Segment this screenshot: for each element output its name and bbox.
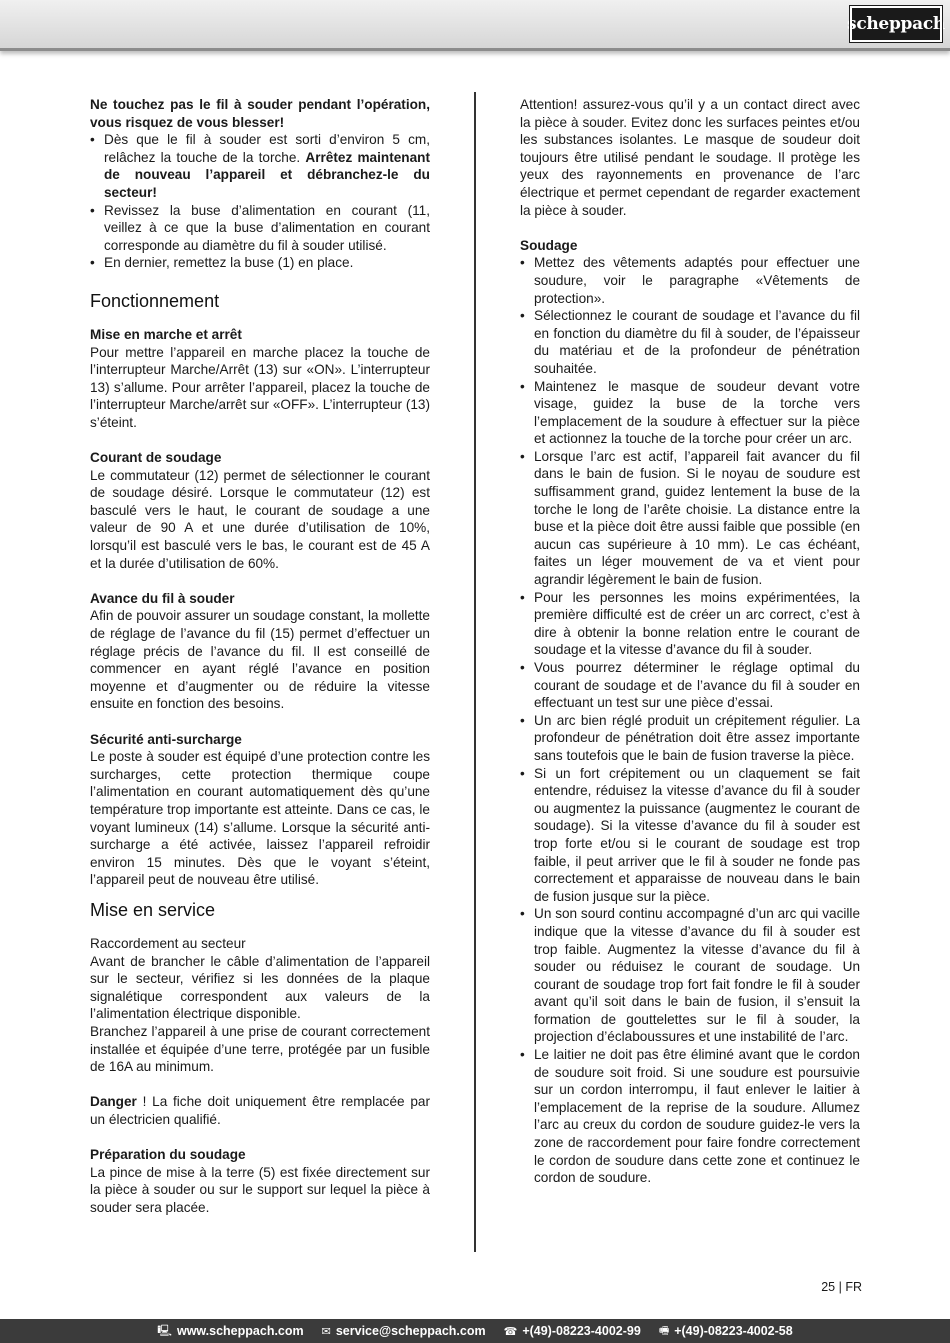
welding-list [520,254,860,1186]
scheppach-logo: scheppach [850,6,942,42]
list-item: • Le laitier ne doit pas être éliminé avant que le cordon de soudure soit froid. Si une soudure est poursuivie sur un cordon interrompu, il faut enlever le laitier à l’emplacement de la reprise de la soudure. Allumez l’arc au creux du cordon de soudure guidez-le vers la zone de raccordement pour faire fondre correctement le cordon de soudure dans cette zone et continuez le cordon de soudure. [520,1046,860,1187]
email-link[interactable]: service@scheppach.com [335,1324,486,1338]
emphasis-text: Arrêtez maintenant de nouveau l’appareil et débranchez-le du secteur! [104,149,430,200]
paragraph: Avant de brancher le câble d’alimentation de l’appareil sur le secteur, vérifiez si les données de la plaque signalétique correspondent aux valeurs de la l’alimentation électrique disponible. [90,953,430,1022]
subheading: Raccordement au secteur [90,935,246,951]
list-item: • Sélectionnez le courant de soudage et l’avance du fil en fonction du diamètre du fil à souder, de l’épaisseur du matériau et de la profondeur de pénétration souhaitée. [520,307,860,377]
subheading: Avance du fil à souder [90,590,235,606]
list-item: • Revissez la buse d’alimentation en courant (11, veillez à ce que la buse d’alimentation en courant corresponde au diamètre du fil à souder utilisé. [90,202,430,255]
paragraph: Attention! assurez-vous qu’il y a un contact direct avec la pièce à souder. Evitez donc les surfaces peintes et/ou les substances isolantes. Le masque de soudeur doit toujours être utilisé pendant le soudage. Il protège les yeux des rayonnements en provenance de l’arc électrique et permet cependant de regarder exactement la pièce à souder. [520,97,860,218]
list-item: • Si un fort crépitement ou un claquement se fait entendre, réduisez la vitesse d’avance du fil à souder ou augmentez la puissance (augmentez le courant de soudage). Si la vitesse d’avance du fil à souder est trop forte et/ou si le courant de soudage est trop faible, il peut arriver que le fil à souder ne fonde pas correctement et apparaisse de nouveau dans le bain de fusion jusque sur la pièce. [520,765,860,906]
list-item: • Maintenez le masque de soudeur devant votre visage, guidez la buse de la torche vers l’emplacement de la soudure à effectuer sur la pièce et actionnez la touche de la torche pour créer un arc. [520,378,860,448]
website-link[interactable]: www.scheppach.com [176,1324,304,1338]
subheading: Soudage [520,237,578,253]
paragraph: Le commutateur (12) permet de sélectionner le courant de soudage désiré. Lorsque le commutateur (12) est basculé vers le haut, le courant de soudage a une valeur de 90 A et une durée d’utilisation de 10%, lorsqu’il est basculé vers le bas, le courant est de 45 A et la durée d’utilisation de 60%. [90,467,430,571]
list-item: • Vous pourrez déterminer le réglage optimal du courant de soudage et de l’avance du fil à souder en effectuant un test sur une pièce d’essai. [520,659,860,712]
computer-icon: 🖳 [157,1324,172,1337]
list-item: • Un arc bien réglé produit un crépitement régulier. La profondeur de pénétration doit être assez importante sans toutefois que le bain de fusion traverse la pièce. [520,712,860,765]
email-icon: ✉ [321,1325,331,1338]
list-item: • Lorsque l’arc est actif, l’appareil fait avancer du fil dans le bain de fusion. Si le noyau de soudure est suffisamment grand, guidez lentement la buse de la torche le long de l’arête choisie. La distance entre la buse et la pièce doit être aussi faible que possible (en aucun cas supérieure à 10 mm). Le cas échéant, faites un léger mouvement de va et vient pour agrandir légèrement le bain de fusion. [520,448,860,589]
paragraph: Pour mettre l’appareil en marche placez la touche de l’interrupteur Marche/Arrêt (13) sur «ON». L’interrupteur 13) s’allume. Pour arrêter l’appareil, placez la touche de l’interrupteur Marche/arrêt sur «OFF». L’interrupteur (13) s’éteint. [90,344,430,430]
footer-bar [0,1319,950,1343]
subheading: Mise en marche et arrêt [90,326,242,342]
column-divider [474,92,476,1252]
list-item: • En dernier, remettez la buse (1) en place. [90,254,430,272]
right-column [520,96,860,1187]
phone-icon: ☎ [503,1325,518,1338]
paragraph: La pince de mise à la terre (5) est fixée directement sur la pièce à souder ou sur le support sur lequel la pièce à souder sera placée. [90,1164,430,1215]
page-number: 25 | FR [821,1280,862,1294]
left-column [90,96,430,1216]
subheading: Préparation du soudage [90,1147,246,1163]
list-item: • Un son sourd continu accompagné d’un arc qui vacille indique que la vitesse d’avance du fil à souder est trop faible. Augmentez la vitesse d’avance du fil à souder ou réduisez le courant de soudage. Un courant de soudage trop fort fait fondre le fil à souder avant qu’il soit dans le bain de fusion, il s’ensuit la formation de gouttelettes sur le fil à souder, la projection d’éclaboussures et une instabilité de l’arc. [520,905,860,1046]
subheading: Sécurité anti-surcharge [90,731,242,747]
section-heading: Fonctionnement [90,290,220,311]
fax-icon: 🖷 [658,1324,670,1337]
paragraph: Le poste à souder est équipé d’une protection contre les surcharges, cette protection thermique coupe l’alimentation en courant automatiquement dès qu’une température trop importante est atteinte. Dans ce cas, le voyant lumineux (14) s’allume. Lorsque la sécurité anti-surcharge a été activée, laissez l’appareil refroidir environ 15 minutes. Dès que le voyant s’éteint, l’appareil peut de nouveau être utilisé. [90,749,430,888]
fax-number: +(49)-08223-4002-58 [674,1324,793,1338]
header-bar [0,0,950,51]
paragraph: Branchez l’appareil à une prise de courant correctement installée et équipée d’une terre, protégée par un fusible de 16A au minimum. [90,1023,430,1075]
list-item: • Mettez des vêtements adaptés pour effectuer une soudure, voir le paragraphe «Vêtements de protection». [520,254,860,307]
subheading: Courant de soudage [90,450,222,466]
list-item: • Dès que le fil à souder est sorti d’environ 5 cm, relâchez la touche de la torche. Arrêtez maintenant de nouveau l’appareil et débranchez-le du secteur! [90,131,430,201]
paragraph: Afin de pouvoir assurer un soudage constant, la mollette de réglage de l’avance du fil (15) permet d’effectuer un réglage précis de l’avance du fil. Il est conseillé de commencer en ayant réglé l’avance en position moyenne et d’augmenter ou de réduire la vitesse ensuite en fonction des besoins. [90,608,430,712]
list-item: • Pour les personnes les moins expérimentées, la première difficulté est de créer un arc correct, c’est à dire à obtenir la bonne relation entre le courant de soudage et la vitesse d’avance du fil à souder. [520,589,860,659]
danger-note: Danger ! La fiche doit uniquement être remplacée par un électricien qualifié. [90,1094,430,1127]
intro-list [90,131,430,272]
phone-number: +(49)-08223-4002-99 [522,1324,641,1338]
warning-text: Ne touchez pas le fil à souder pendant l’opération, vous risquez de vous blesser! [90,97,430,130]
section-heading: Mise en service [90,899,216,920]
